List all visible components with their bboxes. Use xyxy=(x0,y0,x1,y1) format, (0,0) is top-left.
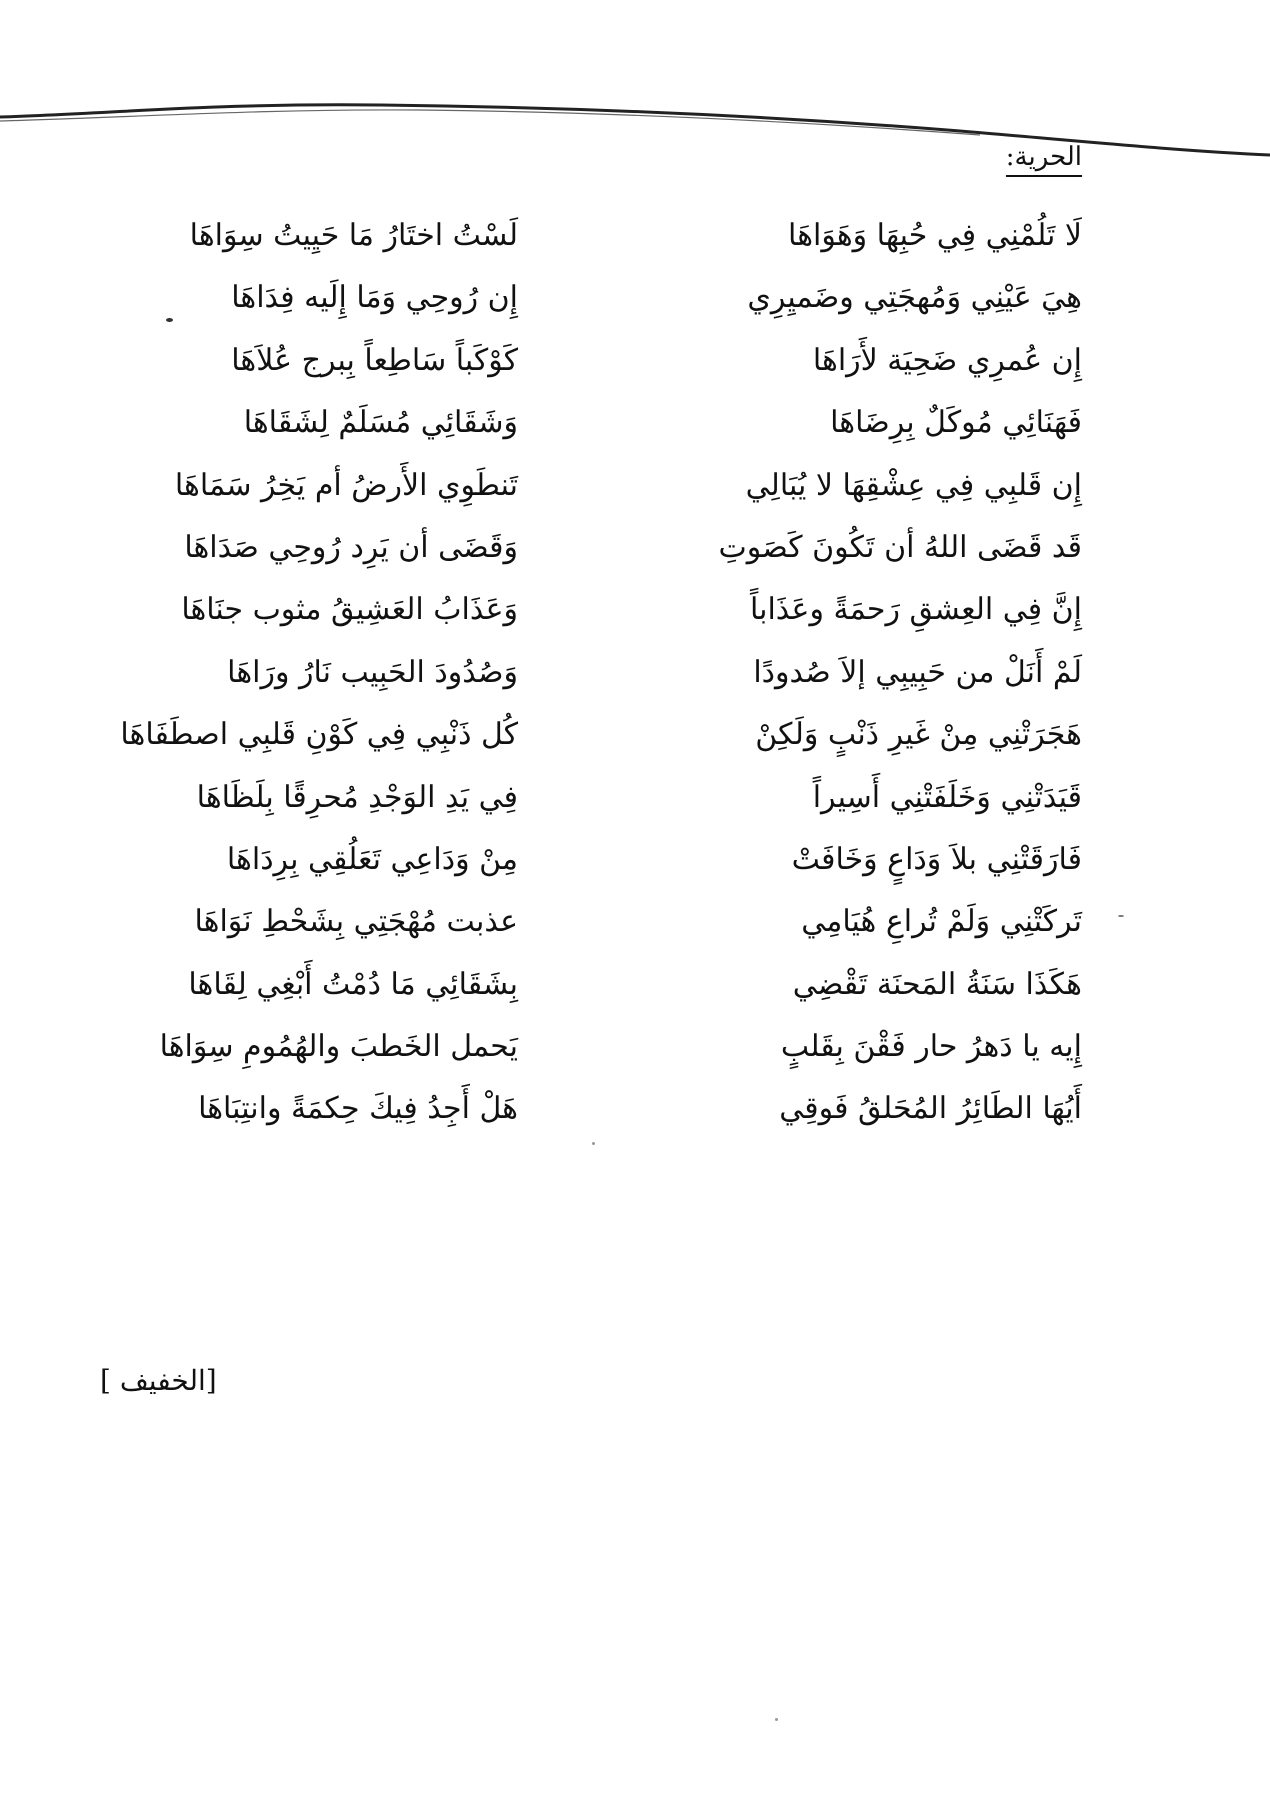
verse-second-hemistich: كُل ذَنْبِي فِي كَوْنِ قَلبِي اصطَفَاهَا xyxy=(120,717,518,753)
verse-first-hemistich: إِيه يا دَهرُ حار فَقْنَ بِقَلبٍ xyxy=(780,1029,1082,1065)
verse-first-hemistich: أَيُهَا الطَائِرُ المُحَلقُ فَوقِي xyxy=(779,1091,1082,1127)
verse-second-hemistich: وَشَقَائِي مُسَلَمٌ لِشَقَاهَا xyxy=(243,405,518,441)
verse-line xyxy=(0,836,1270,898)
verse-first-hemistich: فَارَقَتْنِي بلاَ وَدَاعٍ وَخَافَتْ xyxy=(791,841,1082,877)
verse-first-hemistich: هَجَرَتْنِي مِنْ غَيرِ ذَنْبٍ وَلَكِنْ xyxy=(755,717,1082,753)
verse-first-hemistich: إِن عُمرِي ضَحِيَة لأَرَاهَا xyxy=(812,342,1082,378)
verse-second-hemistich: إِن رُوحِي وَمَا إِلَيه فِدَاهَا xyxy=(231,280,518,316)
verse-line xyxy=(0,1023,1270,1085)
verse-second-hemistich: فِي يَدِ الوَجْدِ مُحرِقًا بِلَظَاهَا xyxy=(196,779,518,815)
ink-speck xyxy=(1118,915,1124,917)
verse-line xyxy=(0,274,1270,336)
verse-first-hemistich: لَمْ أَنَلْ من حَبِيبِي إلاَ صُدودًا xyxy=(753,654,1082,690)
verse-first-hemistich: فَهَنَائِي مُوكَلٌ بِرِضَاهَا xyxy=(830,405,1082,441)
verse-line xyxy=(0,399,1270,461)
verse-second-hemistich: وَصُدُودَ الحَبِيب نَارُ ورَاهَا xyxy=(227,654,518,690)
verse-line xyxy=(0,961,1270,1023)
verse-second-hemistich: مِنْ وَدَاعِي تَعَلُقِي بِرِدَاهَا xyxy=(226,841,518,877)
verse-line xyxy=(0,898,1270,960)
poem-verses xyxy=(0,212,1270,1148)
verse-second-hemistich: لَسْتُ اختَارُ مَا حَيِيتُ سِوَاهَا xyxy=(189,218,518,253)
verse-second-hemistich: عذبت مُهْجَتِي بِشَحْطِ نَوَاهَا xyxy=(194,904,518,940)
verse-second-hemistich: كَوْكَباً سَاطِعاً بِبرج عُلاَهَا xyxy=(231,342,518,378)
ink-speck xyxy=(592,1142,595,1145)
verse-line xyxy=(0,212,1270,274)
verse-second-hemistich: هَلْ أَجِدُ فِيكَ حِكمَةً وانتِبَاهَا xyxy=(198,1091,518,1127)
verse-first-hemistich: هَكَذَا سَنَةُ المَحنَة تَقْضِي xyxy=(792,966,1082,1002)
verse-first-hemistich: تَركَتْنِي وَلَمْ تُراعِ هُيَامِي xyxy=(801,904,1082,940)
verse-second-hemistich: يَحمل الخَطبَ والهُمُومِ سِوَاهَا xyxy=(159,1029,518,1065)
verse-line xyxy=(0,462,1270,524)
poem-meter-label: [الخفيف ] xyxy=(100,1364,217,1397)
ink-speck xyxy=(775,1718,778,1721)
poem-title: الحرية: xyxy=(1006,142,1082,177)
verse-second-hemistich: تَنطَوِي الأَرضُ أم يَخِرُ سَمَاهَا xyxy=(174,467,518,503)
verse-line xyxy=(0,774,1270,836)
verse-line xyxy=(0,1085,1270,1147)
verse-line xyxy=(0,649,1270,711)
verse-line xyxy=(0,337,1270,399)
verse-first-hemistich: إِنَّ فِي العِشقِ رَحمَةً وعَذَاباً xyxy=(749,592,1082,628)
verse-line xyxy=(0,586,1270,648)
verse-line xyxy=(0,524,1270,586)
verse-second-hemistich: وَعَذَابُ العَشِيقُ مثوب جنَاهَا xyxy=(181,592,518,628)
verse-second-hemistich: بِشَقَائِي مَا دُمْتُ أَبْغِي لِقَاهَا xyxy=(188,966,518,1002)
ink-speck xyxy=(166,318,173,322)
verse-second-hemistich: وَقَضَى أن يَرِد رُوحِي صَدَاهَا xyxy=(184,529,518,565)
verse-first-hemistich: إِن قَلبِي فِي عِشْقِهَا لا يُبَالِي xyxy=(745,467,1082,503)
verse-first-hemistich: لَا تَلُمْنِي فِي حُبِهَا وَهَوَاهَا xyxy=(788,218,1082,253)
verse-first-hemistich: قَيَدَتْنِي وَخَلَفَتْنِي أَسِيراً xyxy=(812,779,1082,815)
verse-first-hemistich: هِيَ عَيْنِي وَمُهجَتِي وضَميِرِي xyxy=(747,280,1082,316)
verse-line xyxy=(0,711,1270,773)
verse-first-hemistich: قَد قَضَى اللهُ أن تَكُونَ كَصَوتِ xyxy=(718,529,1082,565)
